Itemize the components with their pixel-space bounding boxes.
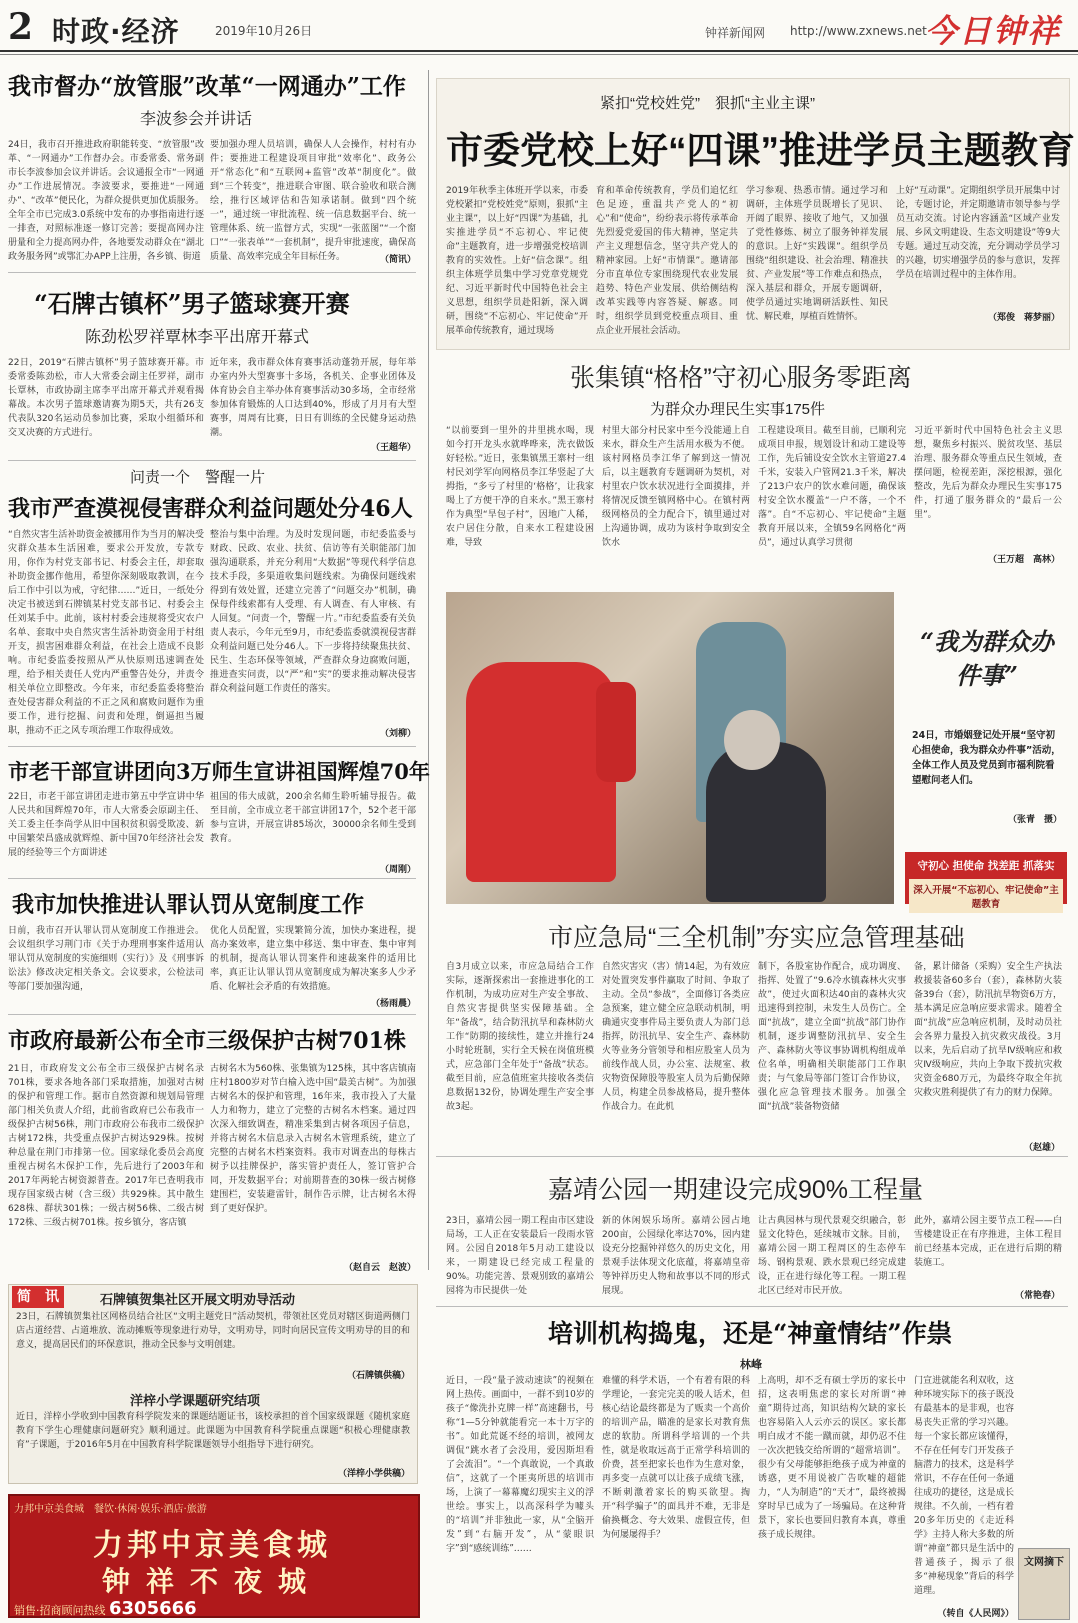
article-body: 村里大部分村民家中至今没能通上自来水，群众生产生活用水极为不便。该村网格员李江华了解到这一情况后，以主题教育专题调研为契机，对村里农户饮水状况进行全面摸排，并将情况反馈至镇网格中心。在镇村两级网格员的全力配合下，镇里通过对上沟通协调，成功为该村争取到安全饮水 bbox=[602, 426, 750, 548]
article-body: 上高明，却不乏有硕士学历的家长中招，这表明焦虑的家长对所谓“神童”期待过高，知识结构欠缺的家长也容易陷入人云亦云的误区。家长都明白成才不能一蹴而就，却仍忍不住一次次把钱交给所谓的“超常培训”。很少有父母能够拒绝孩子成为神童的诱惑，更不用说被广告吹嘘的超能力，“人为制造”的“天才”，最终被揭穿时早已成为了一场骗局。在这种背景下，家长也要回归教育本真，尊重孩子成长规律。 bbox=[758, 1376, 906, 1540]
article-body: 22日，2019“石牌古镇杯”男子篮球赛开幕。市委常委陈劲松，市人大常委会副主任罗祥，副市长覃林，市政协副主席李平出席开幕式并观看揭幕战。本次男子篮球邀请赛为期5天，共有26支代表队320名运动员参加比赛，采取小组循环和交叉决赛的方式进行。 bbox=[8, 358, 204, 438]
article-body: 22日，市老干部宣讲团走进市第五中学宣讲中华人民共和国辉煌70年，市人大常委会原副主任、关工委主任李尚学从旧中国积贫积弱受欺凌、新中国繁荣昌盛成就辉煌、新中国70年经济社会发展的经验等三个方面讲述 bbox=[8, 792, 204, 858]
ad-contact bbox=[14, 1598, 410, 1619]
article-body: 23日，嘉靖公园一期工程由市区建设局场，工人正在安装最后一段雨水管网。公园自2018年5月动工建设以来，一期建设已经完成工程量的90%。功能完善、景观别致的嘉靖公园将为市民提供一处 bbox=[446, 1216, 594, 1296]
photo-caption: 24日，市婚姻登记处开展“坚守初心担使命，我为群众办件事”活动，全体工作人员及党员到市福利院看望慰问老人们。 bbox=[912, 730, 1061, 786]
article-headline[interactable]: 市政府最新公布全市三级保护古树701株 bbox=[8, 1028, 406, 1054]
ad-hotline-label: 销售·招商顾问热线 bbox=[14, 1604, 106, 1617]
article-author: （常艳春） bbox=[1014, 1291, 1060, 1301]
news-brief-tag: 简 讯 bbox=[12, 1286, 64, 1308]
article-body: 门宣进就能名利双收，这种环境实际下的孩子既没有最基本的是非观，也容易丧失正常的学习兴趣。每一个家长都应该懂得，不存在任何专门开发孩子脑潜力的技术，这是科学常识，不存在任何一条通往成功的捷径，这是成长规律。不久前，一档有着20多年历史的《走近科学》主持人称大多数的所谓“神童”都只是生活中的普通孩子，揭示了很多“神秘现象”背后的科学道理。 bbox=[914, 1376, 1014, 1596]
article-author: （周刚） bbox=[379, 865, 416, 875]
article-headline[interactable]: 市老干部宣讲团向3万师生宣讲祖国辉煌70年 bbox=[8, 759, 430, 784]
header-rule bbox=[0, 50, 1078, 52]
article-author: （王超华） bbox=[370, 443, 416, 453]
header-rule-thin bbox=[0, 54, 1078, 55]
article-author: （刘柳） bbox=[379, 729, 416, 739]
article-body: 上好“互动课”。定期组织学员开展集中讨论，专题讨论，并定期邀请市领导参与学员互动交流。讨论内容涵盖“区域产业发展、乡风文明建设、生态文明建设”等9大专题。通过互动交流，充分调动学员学习的兴趣，切实增强学员的参与意识，发挥学员在培训过程中的主体作用。 bbox=[896, 186, 1060, 280]
article-headline[interactable]: 我市加快推进认罪认罚从宽制度工作 bbox=[12, 892, 365, 918]
article-kicker: 问责一个 警醒一片 bbox=[130, 469, 266, 486]
ad-tagline: 力邦中京美食城 餐饮·休闲·娱乐·酒店·旅游 bbox=[14, 1504, 207, 1515]
article-body: “以前要到一里外的井里挑水喝，现如今打开龙头水就哗哗来，洗衣做饭好轻松。”近日，张集镇黑王寨村一组村民刘学军向网格员李江华竖起了大拇指，“多亏了村里的‘格格’，让我家喝上了方便干净的自来水。”黑王寨村作为典型“旱包子村”，因地广人稀，农户居住分散，自来水工程建设困难，导致 bbox=[446, 426, 594, 548]
article-subheadline: 陈劲松罗祥覃林李平出席开幕式 bbox=[85, 329, 310, 346]
news-photo[interactable] bbox=[446, 592, 894, 904]
article-body: 优化人员配置，实现繁简分流，加快办案进程，提高办案效率，建立集中移送、集中审查、集中审判的机制，提高认罪认罚案件和速裁案件的适用比率，真正让认罪认罚从宽制度成为解决案多人少矛盾、化解社会矛盾的有效措施。 bbox=[210, 926, 416, 992]
article-body: 习近平新时代中国特色社会主义思想，聚焦乡村振兴、脱贫攻坚、基层治理、服务群众等重点民生领域，查摆问题，检视差距，深挖根源，强化整改，先后为群众办理民生实事175件，打通了服务群众的“最后一公里”。 bbox=[914, 426, 1062, 520]
article-body: 古树名木为560株、张集镇为125株，其中客店镇南庄村1800岁对节白榆入选中国“最美古树”。为加强古树名木的保护和管理，16年来，我市投入了大量人力和物力，建立了完整的古树名木档案。通过四次深入细致调查，精准采集到古树各项因子信息，并将古树名木信息录入古树名木管理系统，建立了完整的古树名木档案资料。我市对调查出的每株古树予以挂牌保护，落实管护责任人，签订管护合同，开发数据平台；对前期普查的30株一级古树修建围栏，安装避雷针，制作告示牌，让古树名木得到了更好保护。 bbox=[210, 1064, 416, 1214]
article-separator bbox=[8, 1014, 416, 1015]
campaign-badge-slogan: 守初心 担使命 找差距 抓落实 bbox=[917, 860, 1055, 872]
site-url[interactable]: http://www.zxnews.net bbox=[790, 24, 927, 38]
article-body: 让古典园林与现代景观交织融合，彰显文化特色，延续城市文脉。目前，嘉靖公园一期工程周区的生态停车场、钢构景观、跌水景观已经完成建设，正在进行绿化等工程。一期工程北区已经对市民开放。 bbox=[758, 1216, 906, 1296]
brief-author: （洋梓小学供稿） bbox=[337, 1469, 410, 1479]
issue-date: 2019年10月26日 bbox=[215, 24, 313, 38]
elderly-person-head bbox=[724, 710, 780, 770]
article-body: 此外，嘉靖公园主要节点工程——白雪楼建设正在有序推进，主体工程目前已经基本完成，正在进行后期的精装施工。 bbox=[914, 1216, 1062, 1268]
article-body: 日前，我市召开认罪认罚从宽制度工作推进会。会议组织学习荆门市《关于办理刑事案件适用认罪认罚从宽制度的实施细则（实行）》及《刑事诉讼法》修改决定相关条文。会议要求，公检法司等部门要加强沟通， bbox=[8, 926, 204, 992]
article-separator bbox=[8, 878, 416, 879]
ad-title: 力邦中京美食城 bbox=[93, 1528, 331, 1563]
section-title: 时政·经济 bbox=[52, 15, 180, 48]
article-headline[interactable]: 张集镇“格格”守初心服务零距离 bbox=[570, 364, 912, 392]
article-body: 育和革命传统教育，学员们追忆红色足迹，重温共产党人的“初心”和“使命”，纷纷表示将传承革命先烈爱党爱国的伟大精神，坚定共产主义理想信念，坚守共产党人的精神家园。上好“市情课”。邀请部分市直单位专家围绕现代农业发展趋势、特色产业发展、供给侧结构改革实践等内容答疑、解惑。同时，组织学员到党校重点项目、重点企业开展社会活动。 bbox=[596, 186, 738, 336]
brief-headline[interactable]: 洋梓小学课题研究结项 bbox=[130, 1394, 261, 1409]
volunteer-figure bbox=[596, 682, 636, 782]
article-body: “自然灾害生活补助资金被挪用作为当月的解决受灾群众基本生活困难，要求公开发放，专款专用，你作为村党支部书记、村委会主任，却套取补助资金挪作他用，希望你深刻吸取教训，在今后工作中引以为戒，守纪律……”近日，一纸处分决定书被送到石牌镇某村党支部书记、村委会主任刘某手中。此前，该村村委会违规将受灾农户名单、套取中央自然灾害生活补助资金用于村组开支，损害困难群众利益，在社会上造成不良影响。市纪委监委按照从严从快原则迅速调查处理，给予相关责任人党内严重警告处分，并责令相关单位立即整改。今年来，市纪委监委将整治查处侵害群众利益的不正之风和腐败问题作为重要工作，进行挖掘、问责和处理，倒逼担当履职，推动不正之风专项治理工作取得成效。 bbox=[8, 530, 204, 736]
article-body: 难懂的科学术语，一个有着有限的科学理论，一套完完美的吸人话术，但核心结论最终都是为了贩卖一个高价的培训产品，瞄准的是家长对教育焦虑的软肋。所谓科学培训的一个共性，就是收取远高于正常学科培训的价费，甚至把家长也作为生意对象，再多变一点就可以让孩子成绩飞涨，不断刺激着家长的购买欲望。掏开“科学骗子”的面具并不难，无非是偷换概念、夸大效果、虚假宣传，但为何屡屡得手？ bbox=[602, 1376, 750, 1540]
volunteer-figure bbox=[466, 662, 616, 882]
feature-headline[interactable]: 市委党校上好“四课”推进学员主题教育 bbox=[446, 130, 1075, 171]
article-separator bbox=[436, 1156, 1068, 1157]
brief-body: 23日，石牌镇贺集社区网格员结合社区“文明主题党日”活动契机，带领社区党员对辖区街道两侧门店占道经营、占道堆放、流动摊贩等现象进行劝导，文明劝导，同时向居民宣传文明劝导的目的和意义，提高居民们的环保意识，推动全民参与文明创建。 bbox=[16, 1312, 410, 1350]
article-body: 近日，一段“量子波动速读”的视频在网上热传。画面中，一群不到10岁的孩子“像洗扑克牌一样”高速翻书，号称“1—5分钟就能看完一本十万字的书”。如此荒诞不经的培训，被网友调侃“跳水者了会没用，爱因斯坦看了会流泪”。“一个真敢说，一个真敢信”，这就了一个匪夷所思的培训市场，上演了一幕幕魔幻现实主义的浮世绘。事实上，以高深科学为噱头的“培训”并非独此一家，从“全脑开发”到“右脑开发”，从“蒙眼识字”到“感统训练”…… bbox=[446, 1376, 594, 1554]
article-body: 新的休闲娱乐场所。嘉靖公园占地200亩，公园绿化率达70%，园内建设充分挖掘钟祥悠久的历史文化，用景观手法体现文化底蕴，将嘉靖皇帝等钟祥历史人物和故事以不同的形式展现。 bbox=[602, 1216, 750, 1296]
article-author: （杨雨晨） bbox=[370, 999, 416, 1009]
photo-quote: “我为群众办件事” bbox=[920, 627, 1054, 690]
article-headline[interactable]: 市应急局“三全机制”夯实应急管理基础 bbox=[548, 924, 965, 952]
article-kicker: 紧扣“党校姓党” 狠抓“主业主课” bbox=[600, 95, 815, 112]
photo-credit: （张青 摄） bbox=[1007, 815, 1062, 825]
article-author: （王万超 高林） bbox=[987, 555, 1060, 565]
article-subheadline: 为群众办理民生实事175件 bbox=[650, 401, 826, 418]
article-separator bbox=[8, 272, 416, 273]
site-name: 钟祥新闻网 bbox=[705, 26, 766, 40]
article-separator bbox=[436, 1306, 1068, 1307]
article-body: 要加强办理人员培训，确保人人会操作，村村有办件；要推进工程建设项目审批“效率化”、政务公开“常态化”和“互联网+监管”改革“制度化”。做到“三个转变”，推进联合审图、联合验收和联合测绘，推行区域评估和告知承诺制。做到“四个统一”，通过统一审批流程、统一信息数据平台、统一管理体系、统一监督方式，实现“一张蓝图”“一个窗口”“一张表单”“一套机制”，提升审批速度，确保高质量、高效率完成全年目标任务。 bbox=[210, 140, 416, 262]
article-body: 制下，各股室协作配合，成功调度、指挥、处置了“9.6冷水镇森林火灾事故”，使过火面积达40亩的森林火灾迅速得到控制，未发生人员伤亡。全面“抗战”，建立全面“抗战”部门协作机制，逐步调整防汛抗旱、安全生产、森林防火等议事协调机构组成单位名单，明确相关职能部门工作职责；与气象局等部门签订合作协议，强化应急管理技术服务。加强全面“抗战”装备物资储 bbox=[758, 962, 906, 1112]
article-author: （郑俊 蒋梦丽） bbox=[987, 313, 1060, 323]
article-author: （简讯） bbox=[379, 255, 416, 265]
article-separator bbox=[8, 460, 416, 461]
article-body: 备，累计储备（采购）安全生产执法救援装备60多台（套），森林防火装备39台（套），防汛抗旱物资6万方，基本满足应急响应要求需求。随着全面“抗战”应急响应机制，及时动员社会各界力量投入抗灾救灾战役。3月以来，先后启动了抗旱Ⅳ级响应和救灾Ⅳ级响应，共向上争取下拨抗灾救灾资金680万元，为最终夺取全年抗灾救灾胜利提供了有力的财力保障。 bbox=[914, 962, 1062, 1098]
article-headline[interactable]: 我市严查漠视侵害群众利益问题处分46人 bbox=[8, 496, 413, 522]
newspaper-logo: 今日钟祥 bbox=[925, 12, 1062, 50]
opinion-headline[interactable]: 培训机构捣鬼，还是“神童情结”作祟 bbox=[548, 1319, 952, 1348]
column-divider bbox=[428, 70, 429, 1270]
brief-headline[interactable]: 石牌镇贺集社区开展文明劝导活动 bbox=[100, 1293, 296, 1308]
article-author: （赵雄） bbox=[1023, 1143, 1060, 1153]
article-body: 自然灾害灾（害）情14起，为有效应对处置突发事件赢取了时间、争取了主动。全员“参战”，全面修订各类应急预案，建立健全应急联动机制，明确通灾变事件局主要负责人为部门总指挥，防汛抗旱、安全生产、森林防火等业务分管领导和相应股室人员为前线作战人员，办公室、法规室、救灾物资保障股等股室人员为后勤保障人员，构建全员参战格局，提升整体作战合力。在此机 bbox=[602, 962, 750, 1112]
ad-slogan: 钟祥不夜城 bbox=[101, 1565, 322, 1598]
brief-author: （石牌镇供稿） bbox=[346, 1371, 410, 1381]
campaign-badge bbox=[905, 852, 1067, 910]
article-subheadline: 李波参会并讲话 bbox=[140, 111, 253, 128]
opinion-byline: 林峰 bbox=[740, 1358, 762, 1371]
campaign-badge-theme: 深入开展“不忘初心、牢记使命”主题教育 bbox=[909, 879, 1063, 913]
article-body: 学习参观、热悉市情。通过学习和调研，主体班学员既增长了见识、开阔了眼界、接收了地气，又加强了党性修炼、树立了服务钟祥发展的意识。上好“实践课”。组织学员围绕“组织建设、社会治理、精准扶贫、产业发展”等工作难点和热点，深入基层和群众，开展专题调研，使学员通过实地调研活跃性、知民忧、解民难，厚植百姓情怀。 bbox=[746, 186, 888, 322]
page-number: 2 bbox=[8, 6, 34, 48]
article-body: 21日，市政府发文公布全市三级保护古树名录701株，要求各地各部门采取措施，加强对古树的保护和管理工作。据市自然资源和规划局管理部门相关负责人介绍，此前省政府已公布我市一级保护古树56株，荆门市政府公布我市二级保护古树172株，共受重点保护古树达929株。按树种总量在荆门市排第一位。国家绿化委员会高度重视古树名木保护工作，先后进行了2003年和2017年两轮古树资源普查。2017年已查明我市现存国家级古树（含三级）共929株。其中散生628株、群状301株；一级古树56株、二级古树172株、三级古树701株。按乡镇分，客店镇 bbox=[8, 1064, 204, 1228]
article-body: 近年来，我市群众体育赛事活动蓬勃开展，每年举办室内外大型赛事十多场，各机关、企事业团体及体育协会自主举办体育赛事活动30多场，全市经常参加体育锻炼的人口达到40%，形成了月月有大型赛事，周周有比赛，日日有训练的全民健身运动热潮。 bbox=[210, 358, 416, 438]
article-author: （赵自云 赵波） bbox=[343, 1263, 416, 1273]
column-logo-label: 文网摘下 bbox=[1024, 1557, 1064, 1568]
article-body: 祖国的伟大成就，200余名师生聆听辅导报告。截至目前，全市成立老干部宣讲团17个，52个老干部参与宣讲，开展宣讲85场次，30000余名师生受到教育。 bbox=[210, 792, 416, 844]
article-author: （转自《人民网》） bbox=[937, 1609, 1014, 1619]
brief-body: 近日，洋梓小学收到中国教育科学院发来的课题结题证书，该校承担的首个国家级课题《随机家庭教育下学生心理健康问题研究》顺利通过。此课题为中国教育科学院重点课题“积极心理健康教育”子课题，于2016年5月在中国教育科学院课题领导小组指导下进行研究。 bbox=[16, 1412, 410, 1450]
article-body: 24日，我市召开推进政府职能转变、“放管服”改革、“一网通办”工作督办会。市委常委、常务副市长李波参加会议并讲话。会议通报全市“一网通办”工作进展情况。李波要求，要推进“一网通办”、“改革”便民化，为群众提供更加优质服务。全年全市已完成3.0系统中发布的办事指南进行逐一排查，对照标准逐一修订完善；要提高网办注册量和全力提高网办件，各地要发动群众在“湖北政务服务网”或鄂汇办APP上注册，各乡镇、街道 bbox=[8, 140, 204, 262]
ad-phone-number[interactable]: 6305666 bbox=[109, 1598, 197, 1619]
article-separator bbox=[8, 746, 416, 747]
elderly-person bbox=[706, 742, 826, 902]
article-body: 整治与集中治理。为及时发现问题，市纪委监委与财政、民政、农业、扶贫、信访等有关职能部门加强沟通联系，并充分利用“大数据”等现代科学信息技术手段，多渠道收集问题线索。为确保问题线索得到有效处置，还建立完善了“问题交办”机制，确保每件线索都有人受理、有人调查、有人审核、有人回复。“问责一个，警醒一片。”市纪委监委有关负责人表示，今年元至9月，市纪委监委就漠视侵害群众利益问题已处分46人。下一步将持续聚焦扶贫、民生、生态环保等领域，严查群众身边腐败问题，推进查实问责，以“严”和“实”的要求推动解决侵害群众利益问题工作责任的落实。 bbox=[210, 530, 416, 694]
article-body: 2019年秋季主体班开学以来，市委党校紧扣“党校姓党”原则，狠抓“主业主课”，以上好“四课”为基础，扎实推进学员“不忘初心、牢记使命”主题教育，进一步增强党校培训教育的实效性。上好“信念课”。组织主体班学员集中学习党章党规党纪、习近平新时代中国特色社会主义思想，组织学员赴阳新，深入调研，围绕“不忘初心、牢记使命”开展革命传统教育，通过现场 bbox=[446, 186, 588, 336]
column-logo-thumbnail bbox=[1018, 1548, 1070, 1620]
article-body: 自3月成立以来，市应急局结合工作实际，逐渐探索出一套推进事化的工作机制，为成功应对生产安全事故、自然灾害提供坚实保障基础。全年“备战”，结合防汛抗旱和森林防火工作“防期的接续性，建立并推行24小时轮班制，实行全天候在岗值班模式，应急部门全年处于“备战”状态。截至目前，应急值班室共接收各类信息数据132份，协调处理生产安全事故3起。 bbox=[446, 962, 594, 1112]
article-headline[interactable]: 嘉靖公园一期建设完成90%工程量 bbox=[548, 1176, 924, 1204]
article-body: 工程建设项目。截至目前，已顺利完成项目申报，规划设计和动工建设等工作，先后铺设安全饮水主管道27.4千米，安装入户管网21.3千米，解决了213户农户的饮水难问题，确保该村安全饮水覆盖“一户不落，一个不落”。自“不忘初心、牢记使命”主题教育开展以来，全镇59名网格化“两员”，通过认真学习贯彻 bbox=[758, 426, 906, 548]
article-headline[interactable]: 我市督办“放管服”改革“一网通办”工作 bbox=[8, 73, 406, 100]
article-headline[interactable]: “石牌古镇杯”男子篮球赛开赛 bbox=[34, 289, 350, 318]
